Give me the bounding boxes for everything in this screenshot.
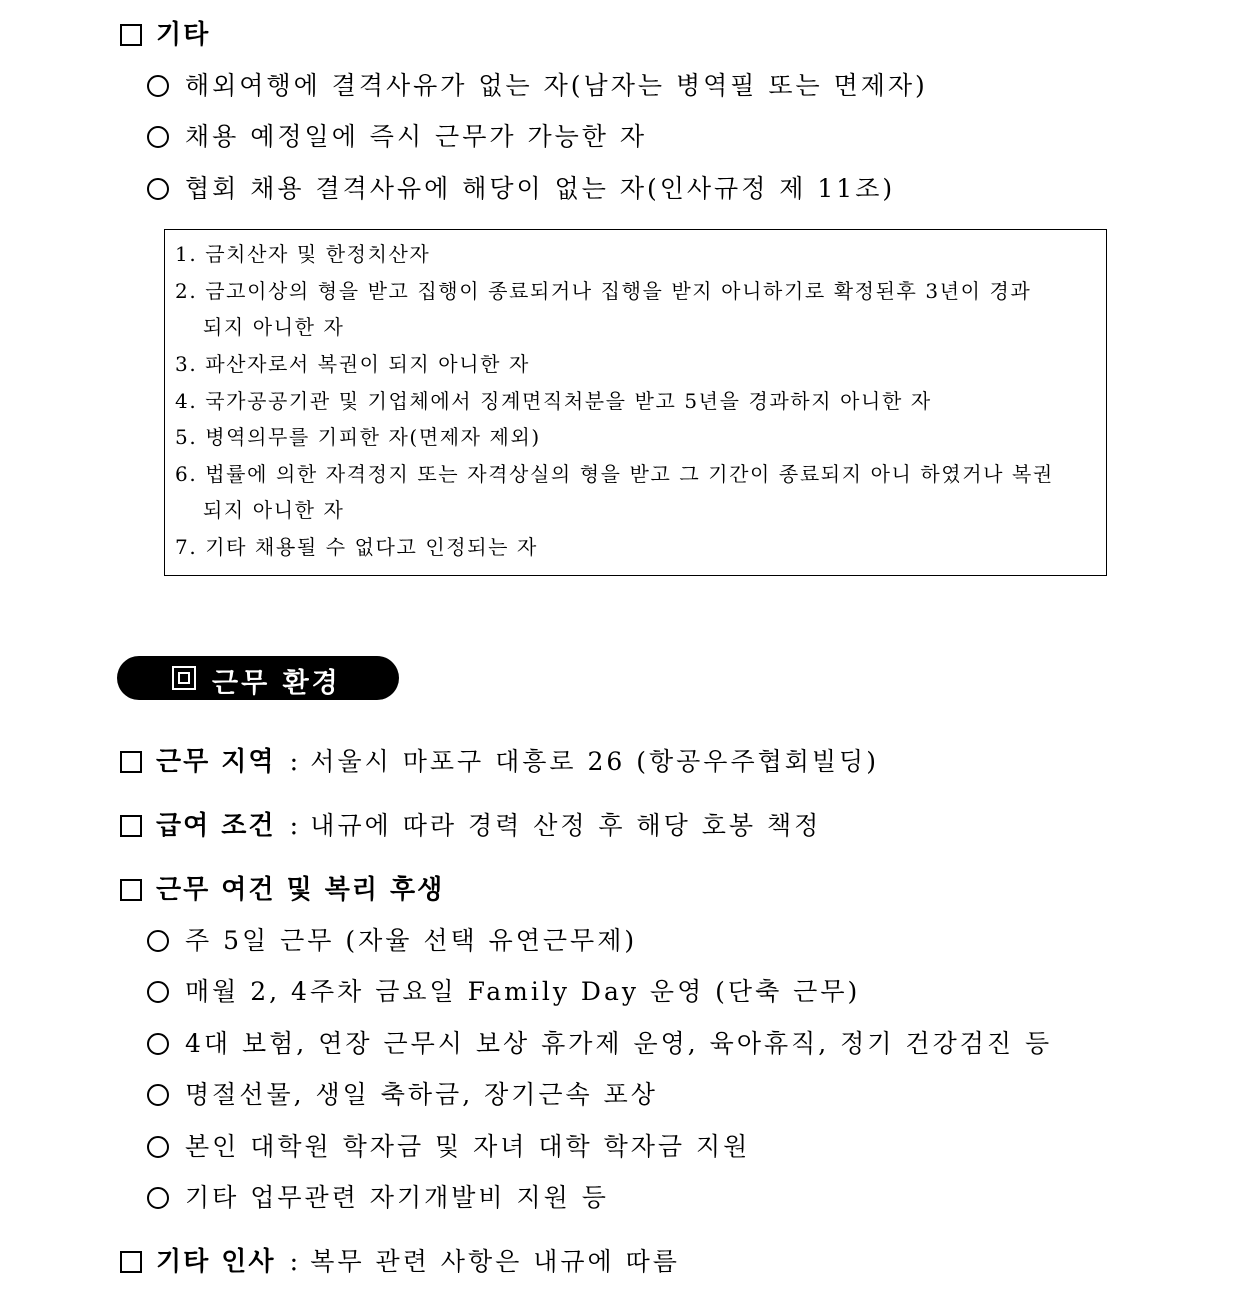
welfare-item xyxy=(147,1075,658,1111)
circle-bullet-icon xyxy=(147,75,169,97)
checkbox-square-icon xyxy=(120,24,142,46)
misc-item xyxy=(147,66,928,102)
misc-heading xyxy=(120,14,210,51)
rule-text-cont: 되지 아니한 자 xyxy=(203,315,345,339)
circle-bullet-icon xyxy=(147,981,169,1003)
hr-value: 복무 관련 사항은 내규에 따름 xyxy=(310,1247,680,1276)
salary-label: 급여 조건 xyxy=(156,811,276,841)
salary-value: 내규에 따라 경력 산정 후 해당 호봉 책정 xyxy=(310,811,822,840)
list-item xyxy=(175,419,1096,455)
separator: : xyxy=(289,1247,301,1277)
rule-text: 4. 국가공공기관 및 기업체에서 징계면직처분을 받고 5년을 경과하지 아니한 자 xyxy=(175,389,932,413)
circle-bullet-icon xyxy=(147,1136,169,1158)
rule-text: 2. 금고이상의 형을 받고 집행이 종료되거나 집행을 받지 아니하기로 확정된후 3년이 경과 xyxy=(175,279,1032,303)
checkbox-square-icon xyxy=(120,751,142,773)
welfare-item-text: 4대 보험, 연장 근무시 보상 휴가제 운영, 육아휴직, 정기 건강검진 등 xyxy=(185,1029,1053,1058)
checkbox-square-icon xyxy=(120,1251,142,1273)
work-location-label: 근무 지역 xyxy=(156,747,276,777)
disqualification-list-box xyxy=(164,229,1107,576)
welfare-item xyxy=(147,1178,609,1214)
welfare-item xyxy=(147,972,860,1008)
circle-bullet-icon xyxy=(147,1187,169,1209)
welfare-heading xyxy=(120,869,444,906)
rule-text-cont: 되지 아니한 자 xyxy=(203,498,345,522)
hr-label: 기타 인사 xyxy=(156,1247,276,1277)
welfare-item-text: 주 5일 근무 (자율 선택 유연근무제) xyxy=(185,926,638,955)
misc-item-text: 협회 채용 결격사유에 해당이 없는 자(인사규정 제 11조) xyxy=(185,174,896,203)
section-header-work-environment xyxy=(117,656,399,700)
hr-row xyxy=(120,1241,680,1278)
separator: : xyxy=(289,747,301,777)
circle-bullet-icon xyxy=(147,1033,169,1055)
rule-text: 7. 기타 채용될 수 없다고 인정되는 자 xyxy=(175,535,538,559)
misc-item xyxy=(147,117,647,153)
welfare-item-text: 본인 대학원 학자금 및 자녀 대학 학자금 지원 xyxy=(185,1132,751,1161)
section-title: 근무 환경 xyxy=(212,668,341,699)
welfare-item xyxy=(147,1024,1052,1060)
rule-text: 5. 병역의무를 기피한 자(면제자 제외) xyxy=(175,425,541,449)
work-location-value: 서울시 마포구 대흥로 26 (항공우주협회빌딩) xyxy=(310,747,879,776)
misc-item-text: 채용 예정일에 즉시 근무가 가능한 자 xyxy=(185,122,647,151)
circle-bullet-icon xyxy=(147,178,169,200)
nested-square-icon xyxy=(172,666,196,690)
misc-heading-text: 기타 xyxy=(156,20,211,50)
list-item xyxy=(175,273,1096,345)
checkbox-square-icon xyxy=(120,815,142,837)
circle-bullet-icon xyxy=(147,930,169,952)
misc-item xyxy=(147,169,895,205)
list-item xyxy=(175,346,1096,382)
misc-item-text: 해외여행에 결격사유가 없는 자(남자는 병역필 또는 면제자) xyxy=(185,71,928,100)
checkbox-square-icon xyxy=(120,879,142,901)
circle-bullet-icon xyxy=(147,1084,169,1106)
welfare-heading-text: 근무 여건 및 복리 후생 xyxy=(156,875,445,905)
welfare-item xyxy=(147,1127,750,1163)
circle-bullet-icon xyxy=(147,126,169,148)
list-item xyxy=(175,236,1096,272)
rule-text: 6. 법률에 의한 자격정지 또는 자격상실의 형을 받고 그 기간이 종료되지 아니 하였거나 복권 xyxy=(175,462,1054,486)
rule-text: 3. 파산자로서 복권이 되지 아니한 자 xyxy=(175,352,530,376)
list-item xyxy=(175,529,1096,565)
welfare-item-text: 명절선물, 생일 축하금, 장기근속 포상 xyxy=(185,1080,658,1109)
list-item xyxy=(175,383,1096,419)
salary-row xyxy=(120,805,821,842)
rule-text: 1. 금치산자 및 한정치산자 xyxy=(175,242,431,266)
work-location-row xyxy=(120,741,879,778)
welfare-item-text: 기타 업무관련 자기개발비 지원 등 xyxy=(185,1183,609,1212)
welfare-item-text: 매월 2, 4주차 금요일 Family Day 운영 (단축 근무) xyxy=(185,977,861,1006)
separator: : xyxy=(289,811,301,841)
list-item xyxy=(175,456,1096,528)
welfare-item xyxy=(147,921,637,957)
